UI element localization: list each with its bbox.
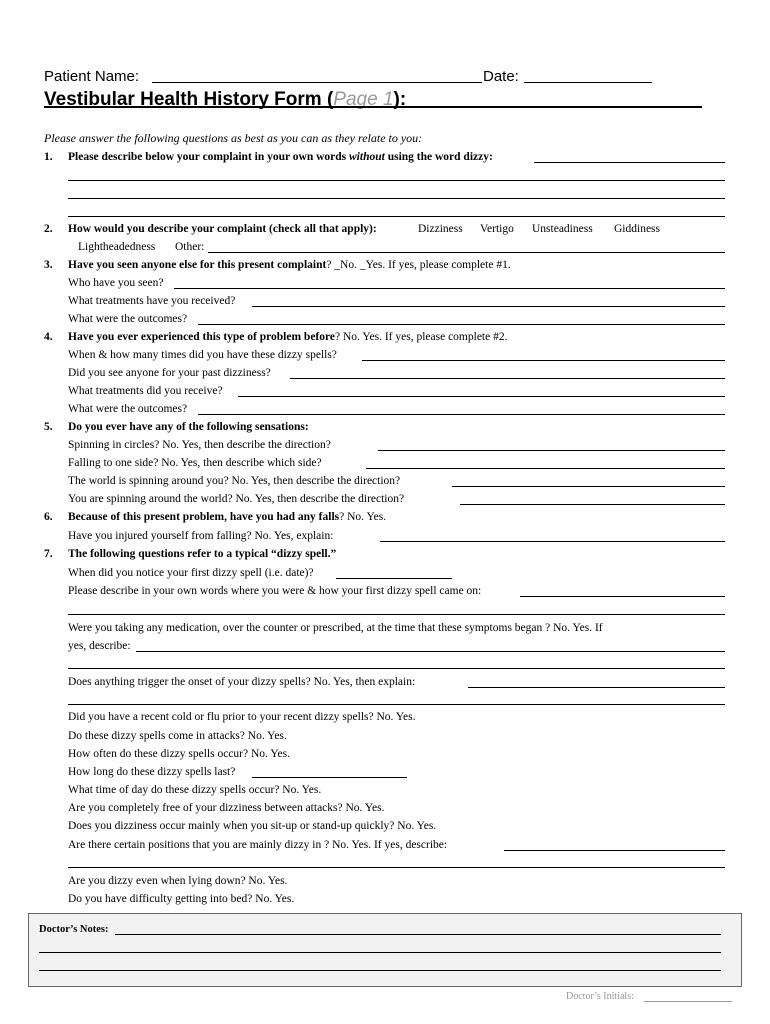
q4-outcomes-label: What were the outcomes? bbox=[68, 403, 188, 415]
q5-world-spinning-line[interactable] bbox=[452, 486, 725, 487]
q4-seen-line[interactable] bbox=[290, 378, 725, 379]
q4-treatments-label: What treatments did you receive? bbox=[68, 385, 223, 397]
q5-number: 5. bbox=[44, 421, 53, 433]
q3-who-line[interactable] bbox=[174, 288, 725, 289]
q2-option-giddiness[interactable]: Giddiness bbox=[614, 223, 660, 235]
q6-number: 6. bbox=[44, 511, 53, 523]
q1-answer-line-2[interactable] bbox=[68, 180, 725, 181]
q7-describe-first-line[interactable] bbox=[520, 596, 725, 597]
q7-time-of-day-label: What time of day do these dizzy spells occur? No. Yes. bbox=[68, 784, 322, 796]
q4-when-line[interactable] bbox=[362, 360, 725, 361]
q4-number: 4. bbox=[44, 331, 53, 343]
q7-medication-line[interactable] bbox=[136, 651, 725, 652]
q5-falling-line[interactable] bbox=[366, 468, 725, 469]
q1-answer-line-4[interactable] bbox=[68, 216, 725, 217]
q6-text: Because of this present problem, have you had any falls? No. Yes. bbox=[68, 511, 387, 523]
q7-trigger-line[interactable] bbox=[468, 687, 725, 688]
q7-trigger-line-2[interactable] bbox=[68, 704, 725, 705]
q6-injured-line[interactable] bbox=[380, 541, 725, 542]
q5-you-spinning-line[interactable] bbox=[460, 504, 725, 505]
q7-cold-flu-label: Did you have a recent cold or flu prior to your recent dizzy spells? No. Yes. bbox=[68, 711, 416, 723]
q3-who-label: Who have you seen? bbox=[68, 277, 164, 289]
q2-option-dizziness[interactable]: Dizziness bbox=[418, 223, 463, 235]
doctors-initials-line[interactable] bbox=[644, 1001, 732, 1002]
q5-falling-label: Falling to one side? No. Yes, then describe which side? bbox=[68, 457, 322, 469]
q7-describe-first-line-2[interactable] bbox=[68, 614, 725, 615]
date-label: Date: bbox=[483, 68, 519, 85]
q7-first-spell-label: When did you notice your first dizzy spell (i.e. date)? bbox=[68, 567, 314, 579]
date-field[interactable] bbox=[524, 82, 652, 83]
q7-how-often-label: How often do these dizzy spells occur? No. Yes. bbox=[68, 748, 290, 760]
q7-trigger-label: Does anything trigger the onset of your dizzy spells? No. Yes, then explain: bbox=[68, 676, 416, 688]
q7-sit-stand-label: Does you dizziness occur mainly when you sit-up or stand-up quickly? No. Yes. bbox=[68, 820, 437, 832]
q4-when-label: When & how many times did you have these dizzy spells? bbox=[68, 349, 337, 361]
page-indicator: Page 1 bbox=[333, 89, 394, 110]
q3-text: Have you seen anyone else for this present complaint? _No. _Yes. If yes, please complete #1. bbox=[68, 259, 511, 271]
q3-number: 3. bbox=[44, 259, 53, 271]
q7-how-long-line[interactable] bbox=[252, 777, 407, 778]
q4-text: Have you ever experienced this type of problem before? No. Yes. If yes, please complete #2. bbox=[68, 331, 508, 343]
q7-text: The following questions refer to a typical “dizzy spell.” bbox=[68, 548, 337, 560]
q7-positions-label: Are there certain positions that you are mainly dizzy in ? No. Yes. If yes, describe: bbox=[68, 839, 448, 851]
q6-injured-label: Have you injured yourself from falling? No. Yes, explain: bbox=[68, 530, 334, 542]
q7-into-bed-label: Do you have difficulty getting into bed? No. Yes. bbox=[68, 893, 295, 905]
doctors-notes-box bbox=[28, 913, 742, 987]
q7-medication-describe-label: yes, describe: bbox=[68, 640, 131, 652]
q2-option-lightheadedness[interactable]: Lightheadedness bbox=[78, 241, 156, 253]
q5-spinning-label: Spinning in circles? No. Yes, then describe the direction? bbox=[68, 439, 331, 451]
title-underline bbox=[44, 106, 702, 108]
q7-lying-down-label: Are you dizzy even when lying down? No. Yes. bbox=[68, 875, 288, 887]
q2-option-vertigo[interactable]: Vertigo bbox=[480, 223, 514, 235]
instructions: Please answer the following questions as best as you can as they relate to you: bbox=[44, 131, 423, 145]
q3-treatments-label: What treatments have you received? bbox=[68, 295, 236, 307]
patient-name-field[interactable] bbox=[152, 82, 482, 83]
q3-outcomes-line[interactable] bbox=[198, 324, 725, 325]
q7-attacks-label: Do these dizzy spells come in attacks? No. Yes. bbox=[68, 730, 287, 742]
q7-number: 7. bbox=[44, 548, 53, 560]
q7-medication-line-2[interactable] bbox=[68, 668, 725, 669]
q3-outcomes-label: What were the outcomes? bbox=[68, 313, 188, 325]
q4-outcomes-line[interactable] bbox=[198, 414, 725, 415]
q5-world-spinning-label: The world is spinning around you? No. Yes, then describe the direction? bbox=[68, 475, 401, 487]
q1-number: 1. bbox=[44, 151, 53, 163]
doctors-notes-line-2[interactable] bbox=[39, 952, 721, 953]
doctors-notes-label: Doctor’s Notes: bbox=[39, 924, 109, 935]
q7-describe-first-label: Please describe in your own words where you were & how your first dizzy spell came on: bbox=[68, 585, 482, 597]
doctors-initials-label: Doctor’s Initials: bbox=[566, 991, 634, 1002]
doctors-notes-line-3[interactable] bbox=[39, 970, 721, 971]
q7-free-between-label: Are you completely free of your dizziness between attacks? No. Yes. bbox=[68, 802, 385, 814]
q2-option-unsteadiness[interactable]: Unsteadiness bbox=[532, 223, 593, 235]
q7-positions-line-2[interactable] bbox=[68, 867, 725, 868]
q4-treatments-line[interactable] bbox=[238, 396, 725, 397]
q5-spinning-line[interactable] bbox=[378, 450, 725, 451]
q1-answer-line-3[interactable] bbox=[68, 198, 725, 199]
q7-medication-label: Were you taking any medication, over the counter or prescribed, at the time that these symptoms began ? No. Yes. If bbox=[68, 622, 603, 634]
q2-number: 2. bbox=[44, 223, 53, 235]
q3-treatments-line[interactable] bbox=[252, 306, 725, 307]
q1-answer-line-1[interactable] bbox=[534, 162, 725, 163]
q1-text: Please describe below your complaint in your own words without using the word dizzy: bbox=[68, 151, 493, 163]
form-title: Vestibular Health History Form (Page 1): bbox=[44, 89, 407, 110]
q4-seen-label: Did you see anyone for your past dizziness? bbox=[68, 367, 271, 379]
doctors-notes-line-1[interactable] bbox=[115, 934, 721, 935]
q5-you-spinning-label: You are spinning around the world? No. Yes, then describe the direction? bbox=[68, 493, 405, 505]
patient-name-label: Patient Name: bbox=[44, 68, 140, 85]
q2-option-other[interactable]: Other: bbox=[175, 241, 205, 253]
q2-text: How would you describe your complaint (check all that apply): bbox=[68, 223, 377, 235]
q7-first-spell-line[interactable] bbox=[336, 578, 452, 579]
q7-how-long-label: How long do these dizzy spells last? bbox=[68, 766, 236, 778]
q7-positions-line[interactable] bbox=[504, 850, 725, 851]
q5-text: Do you ever have any of the following sensations: bbox=[68, 421, 309, 433]
q2-other-line[interactable] bbox=[208, 252, 725, 253]
